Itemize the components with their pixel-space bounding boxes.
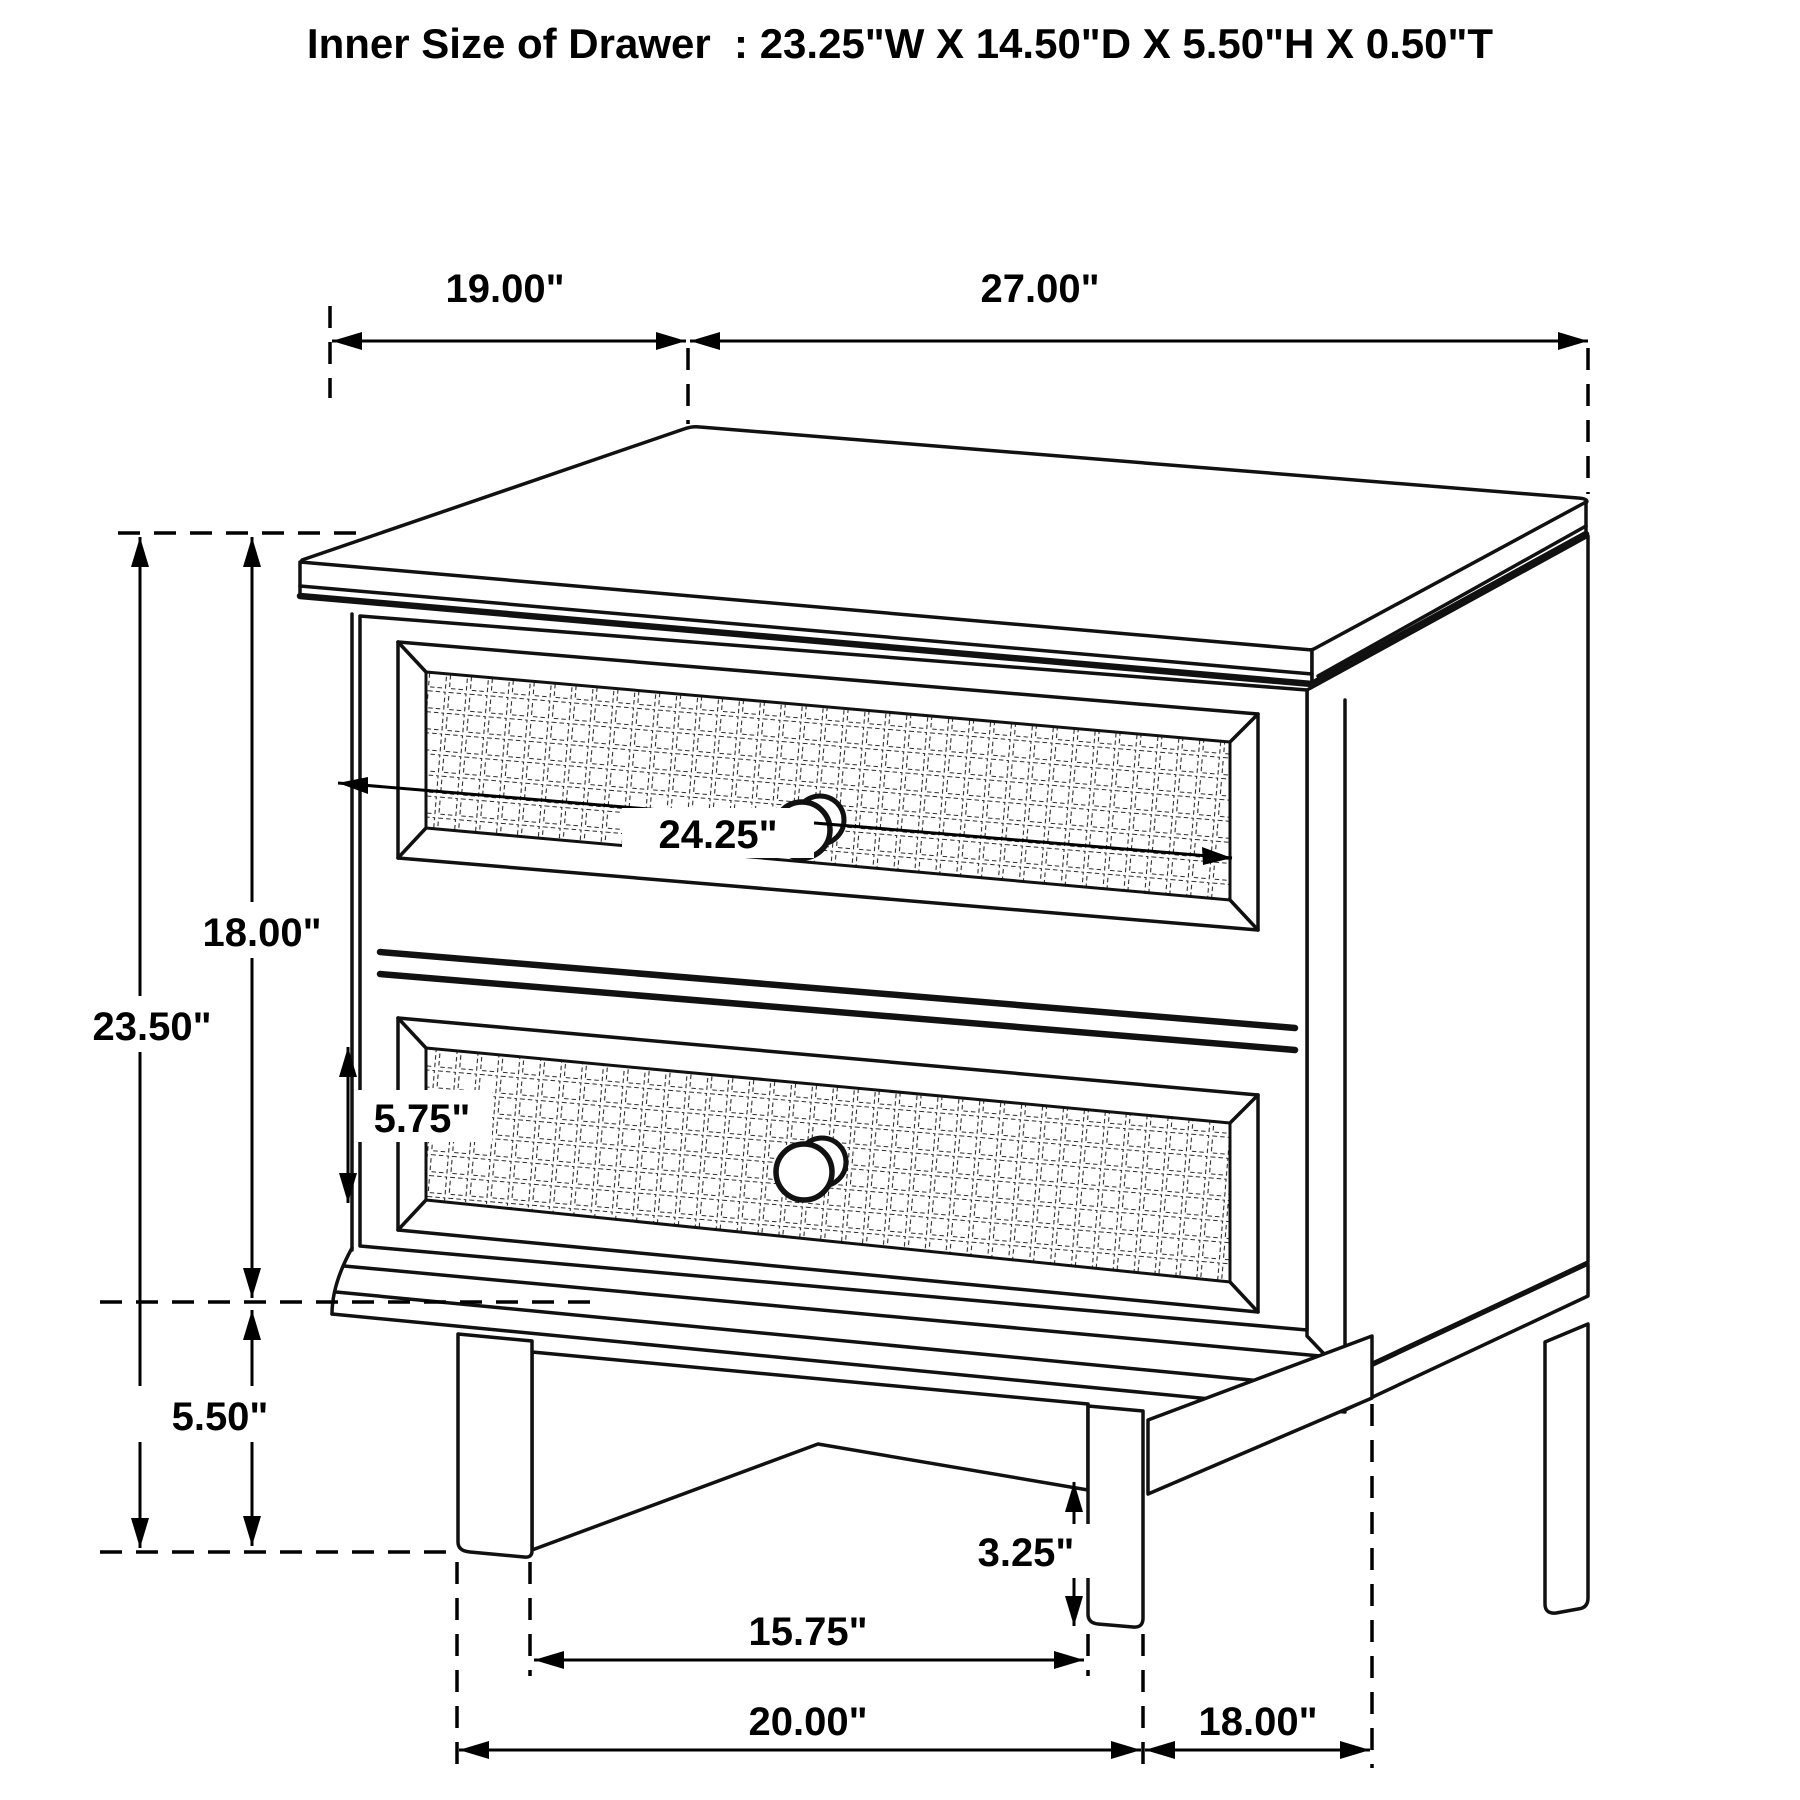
dim-base-depth — [1145, 1700, 1370, 1759]
dim-label-18-00-bottom: 18.00" — [1198, 1700, 1318, 1744]
nightstand-drawing — [300, 427, 1588, 1627]
dim-top-depth — [332, 267, 686, 350]
dim-leg-span — [534, 1610, 1084, 1669]
dim-label-19-00: 19.00" — [445, 267, 565, 311]
back-right-leg — [1545, 1324, 1588, 1613]
base-front-panel — [532, 1352, 1088, 1550]
dim-label-20-00: 20.00" — [748, 1700, 868, 1744]
dim-body-height — [174, 537, 350, 1298]
dim-base-height — [136, 1310, 304, 1546]
dim-top-width — [690, 267, 1588, 350]
diagram-title: Inner Size of Drawer : 23.25"W X 14.50"D X 5.50"H X 0.50"T — [306, 20, 1494, 67]
front-left-leg — [458, 1334, 532, 1557]
dim-label-5-75: 5.75" — [373, 1097, 471, 1141]
dim-label-27-00: 27.00" — [980, 267, 1100, 311]
dim-label-18-00-left: 18.00" — [202, 911, 322, 955]
base-side-panel — [1148, 1336, 1372, 1494]
dim-label-23-50: 23.50" — [92, 1005, 212, 1049]
dim-arch-clearance — [946, 1482, 1108, 1626]
dim-label-15-75: 15.75" — [748, 1610, 868, 1654]
dim-label-5-50: 5.50" — [171, 1395, 269, 1439]
dim-label-24-25: 24.25" — [658, 813, 778, 857]
dim-label-3-25: 3.25" — [977, 1531, 1075, 1575]
front-right-leg — [1088, 1406, 1143, 1627]
dim-base-width — [459, 1700, 1141, 1759]
